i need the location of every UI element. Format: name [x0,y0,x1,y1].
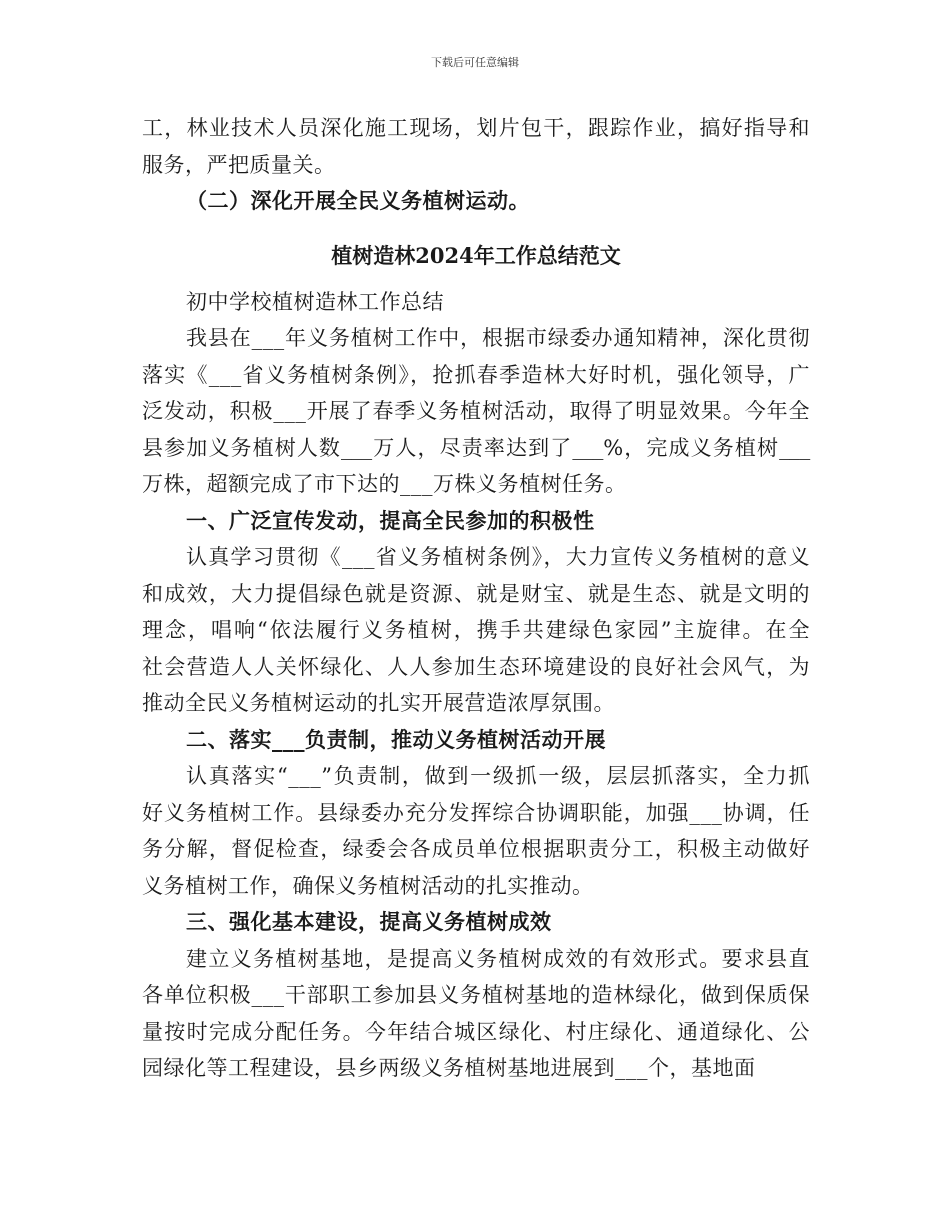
paragraph-line: 务分解，督促检查，绿委会各成员单位根据职责分工，积极主动做好 [142,837,810,861]
section-heading-2: 二、落实___负责制，推动义务植树活动开展 [186,726,606,752]
paragraph-line: 落实《___省义务植树条例》，抢抓春季造林大好时机，强化领导，广 [142,362,810,387]
paragraph-line: 我县在___年义务植树工作中，根据市绿委办通知精神，深化贯彻 [186,326,810,350]
subtitle: 初中学校植树造林工作总结 [186,289,444,314]
section-heading-3: 三、强化基本建设，提高义务植树成效 [186,909,552,934]
document-title: 植树造林2024年工作总结范文 [331,242,621,268]
section-heading-1: 一、广泛宣传发动，提高全民参加的积极性 [186,507,595,533]
paragraph-line: 认真学习贯彻《___省义务植树条例》，大力宣传义务植树的意义 [186,545,810,569]
paragraph-line: 推动全民义务植树运动的扎实开展营造浓厚氛围。 [142,691,615,715]
paragraph-line: 社会营造人人关怀绿化、人人参加生态环境建设的良好社会风气，为 [142,654,810,679]
paragraph-line: 认真落实“___”负责制，做到一级抓一级，层层抓落实，全力抓 [186,764,810,788]
paragraph-line: 服务，严把质量关。 [142,152,336,177]
paragraph-line: 理念，唱响“依法履行义务植树，携手共建绿色家园”主旋律。在全 [142,618,810,642]
paragraph-line: 各单位积极___干部职工参加县义务植树基地的造林绿化，做到保质保 [142,983,810,1007]
paragraph-line: 泛发动，积极___开展了春季义务植树活动，取得了明显效果。今年全 [142,399,810,423]
paragraph-line: 好义务植树工作。县绿委办充分发挥综合协调职能，加强___协调，任 [142,800,810,825]
subsection-heading: （二）深化开展全民义务植树运动。 [186,188,530,213]
paragraph-line: 万株，超额完成了市下达的___万株义务植树任务。 [142,472,627,496]
page-header: 下载后可任意编辑 [431,56,519,69]
paragraph-line: 县参加义务植树人数___万人，尽责率达到了___%，完成义务植树___ [142,435,810,460]
paragraph-line: 义务植树工作，确保义务植树活动的扎实推动。 [142,873,594,898]
document-body [142,110,810,1087]
paragraph-line: 和成效，大力提倡绿色就是资源、就是财宝、就是生态、就是文明的 [142,581,810,606]
paragraph-line: 建立义务植树基地，是提高义务植树成效的有效形式。要求县直 [186,946,810,971]
paragraph-line: 量按时完成分配任务。今年结合城区绿化、村庄绿化、通道绿化、公 [142,1019,810,1044]
paragraph-line: 工，林业技术人员深化施工现场，划片包干，跟踪作业，搞好指导和 [142,116,810,140]
paragraph-line: 园绿化等工程建设，县乡两级义务植树基地进展到___个，基地面 [142,1056,756,1080]
